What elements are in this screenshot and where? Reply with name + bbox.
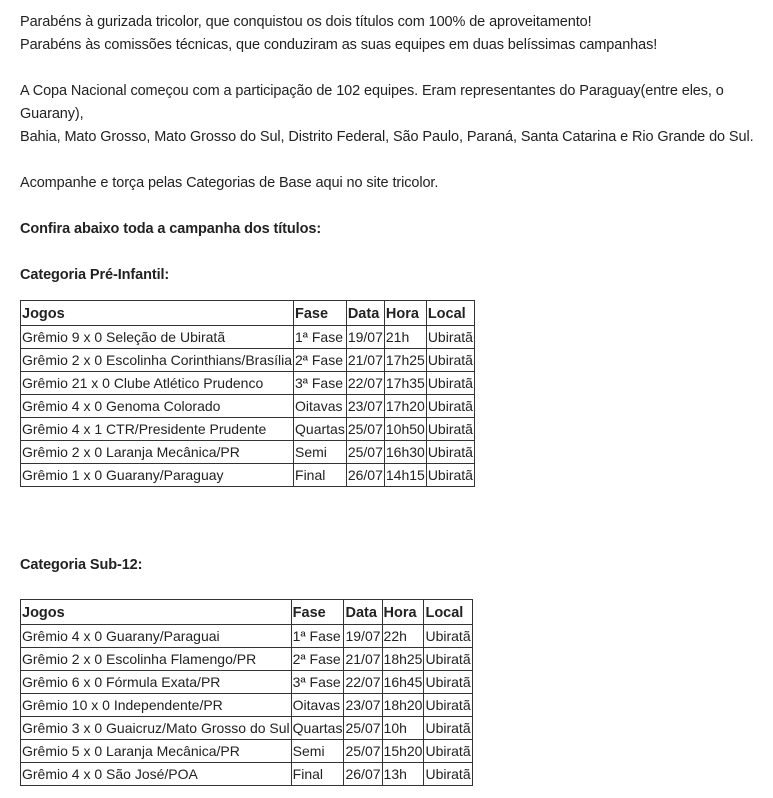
cell-data: 23/07 [344, 694, 382, 717]
cell-fase: 2ª Fase [294, 349, 347, 372]
table-row [21, 763, 473, 786]
cell-jogo: Grêmio 6 x 0 Fórmula Exata/PR [21, 671, 292, 694]
cell-data: 25/07 [346, 441, 384, 464]
cell-local: Ubiratã [424, 671, 472, 694]
cell-fase: Semi [294, 441, 347, 464]
cell-local: Ubiratã [424, 625, 472, 648]
cell-data: 19/07 [346, 326, 384, 349]
table-row [21, 418, 475, 441]
cell-hora: 14h15 [384, 464, 426, 487]
cell-local: Ubiratã [426, 441, 474, 464]
header-fase: Fase [294, 301, 347, 326]
pre-infantil-rows [21, 326, 475, 487]
spacer [20, 57, 770, 80]
cell-hora: 17h35 [384, 372, 426, 395]
cell-local: Ubiratã [426, 464, 474, 487]
table-header-row [21, 600, 473, 625]
table-row [21, 694, 473, 717]
spacer [20, 149, 770, 172]
cell-fase: Final [291, 763, 344, 786]
cell-jogo: Grêmio 2 x 0 Laranja Mecânica/PR [21, 441, 294, 464]
cell-fase: Oitavas [291, 694, 344, 717]
header-hora: Hora [382, 600, 424, 625]
cell-jogo: Grêmio 4 x 0 São José/POA [21, 763, 292, 786]
cell-data: 26/07 [344, 763, 382, 786]
campaign-heading: Confira abaixo toda a campanha dos títulos: [20, 221, 322, 237]
spacer [20, 195, 770, 218]
cell-local: Ubiratã [426, 326, 474, 349]
cell-hora: 16h45 [382, 671, 424, 694]
cell-jogo: Grêmio 1 x 0 Guarany/Paraguay [21, 464, 294, 487]
cell-data: 23/07 [346, 395, 384, 418]
cell-jogo: Grêmio 9 x 0 Seleção de Ubiratã [21, 326, 294, 349]
cell-local: Ubiratã [426, 395, 474, 418]
cell-data: 22/07 [344, 671, 382, 694]
cell-local: Ubiratã [426, 418, 474, 441]
cell-data: 25/07 [344, 717, 382, 740]
cell-data: 25/07 [346, 418, 384, 441]
cell-jogo: Grêmio 2 x 0 Escolinha Corinthians/Brasília [21, 349, 294, 372]
article-body [20, 11, 770, 786]
copa-description-line-1: A Copa Nacional começou com a participação de 102 equipes. Eram representantes do Paraguay(entre eles, o Guarany), [20, 83, 724, 122]
spacer [20, 241, 770, 264]
cell-jogo: Grêmio 21 x 0 Clube Atlético Prudenco [21, 372, 294, 395]
table-row [21, 464, 475, 487]
intro-line-1: Parabéns à gurizada tricolor, que conquistou os dois títulos com 100% de aproveitamento! [20, 14, 592, 30]
cell-jogo: Grêmio 10 x 0 Independente/PR [21, 694, 292, 717]
header-jogos: Jogos [21, 600, 292, 625]
header-jogos: Jogos [21, 301, 294, 326]
cell-local: Ubiratã [424, 694, 472, 717]
cell-fase: 3ª Fase [291, 671, 344, 694]
table-row [21, 740, 473, 763]
cell-data: 22/07 [346, 372, 384, 395]
cell-hora: 15h20 [382, 740, 424, 763]
cell-jogo: Grêmio 4 x 0 Genoma Colorado [21, 395, 294, 418]
cell-fase: 2ª Fase [291, 648, 344, 671]
table-row [21, 326, 475, 349]
cell-fase: 1ª Fase [291, 625, 344, 648]
cell-fase: Semi [291, 740, 344, 763]
cell-jogo: Grêmio 4 x 0 Guarany/Paraguai [21, 625, 292, 648]
spacer [20, 487, 770, 554]
cell-hora: 17h25 [384, 349, 426, 372]
cell-fase: Quartas [294, 418, 347, 441]
cell-data: 26/07 [346, 464, 384, 487]
cell-jogo: Grêmio 5 x 0 Laranja Mecânica/PR [21, 740, 292, 763]
cell-hora: 18h20 [382, 694, 424, 717]
cell-data: 21/07 [344, 648, 382, 671]
table-row [21, 441, 475, 464]
header-hora: Hora [384, 301, 426, 326]
cell-hora: 16h30 [384, 441, 426, 464]
table-row [21, 717, 473, 740]
cell-local: Ubiratã [424, 763, 472, 786]
pre-infantil-title: Categoria Pré-Infantil: [20, 267, 170, 283]
table-row [21, 395, 475, 418]
cell-fase: Oitavas [294, 395, 347, 418]
cell-local: Ubiratã [424, 717, 472, 740]
cell-hora: 21h [384, 326, 426, 349]
intro-line-2: Parabéns às comissões técnicas, que conduziram as suas equipes em duas belíssimas campanhas! [20, 37, 658, 53]
cell-hora: 10h50 [384, 418, 426, 441]
cell-fase: Final [294, 464, 347, 487]
cell-hora: 13h [382, 763, 424, 786]
pre-infantil-table [20, 300, 475, 487]
cell-hora: 10h [382, 717, 424, 740]
cell-local: Ubiratã [426, 349, 474, 372]
table-row [21, 372, 475, 395]
cell-jogo: Grêmio 4 x 1 CTR/Presidente Prudente [21, 418, 294, 441]
header-fase: Fase [291, 600, 344, 625]
header-data: Data [344, 600, 382, 625]
sub12-table [20, 599, 473, 786]
table-row [21, 648, 473, 671]
cell-local: Ubiratã [424, 740, 472, 763]
table-row [21, 349, 475, 372]
cell-hora: 18h25 [382, 648, 424, 671]
cell-fase: 1ª Fase [294, 326, 347, 349]
cell-hora: 17h20 [384, 395, 426, 418]
header-local: Local [424, 600, 472, 625]
header-data: Data [346, 301, 384, 326]
cell-fase: 3ª Fase [294, 372, 347, 395]
cell-fase: Quartas [291, 717, 344, 740]
cell-data: 25/07 [344, 740, 382, 763]
sub12-title: Categoria Sub-12: [20, 557, 143, 573]
cell-jogo: Grêmio 3 x 0 Guaicruz/Mato Grosso do Sul [21, 717, 292, 740]
cell-local: Ubiratã [424, 648, 472, 671]
cell-jogo: Grêmio 2 x 0 Escolinha Flamengo/PR [21, 648, 292, 671]
cell-hora: 22h [382, 625, 424, 648]
header-local: Local [426, 301, 474, 326]
table-header-row [21, 301, 475, 326]
table-row [21, 671, 473, 694]
follow-text: Acompanhe e torça pelas Categorias de Base aqui no site tricolor. [20, 175, 439, 191]
cell-local: Ubiratã [426, 372, 474, 395]
cell-data: 21/07 [346, 349, 384, 372]
sub12-rows [21, 625, 473, 786]
copa-description-line-2: Bahia, Mato Grosso, Mato Grosso do Sul, Distrito Federal, São Paulo, Paraná, Santa Catarina e Rio Grande do Sul. [20, 129, 754, 145]
cell-data: 19/07 [344, 625, 382, 648]
table-row [21, 625, 473, 648]
